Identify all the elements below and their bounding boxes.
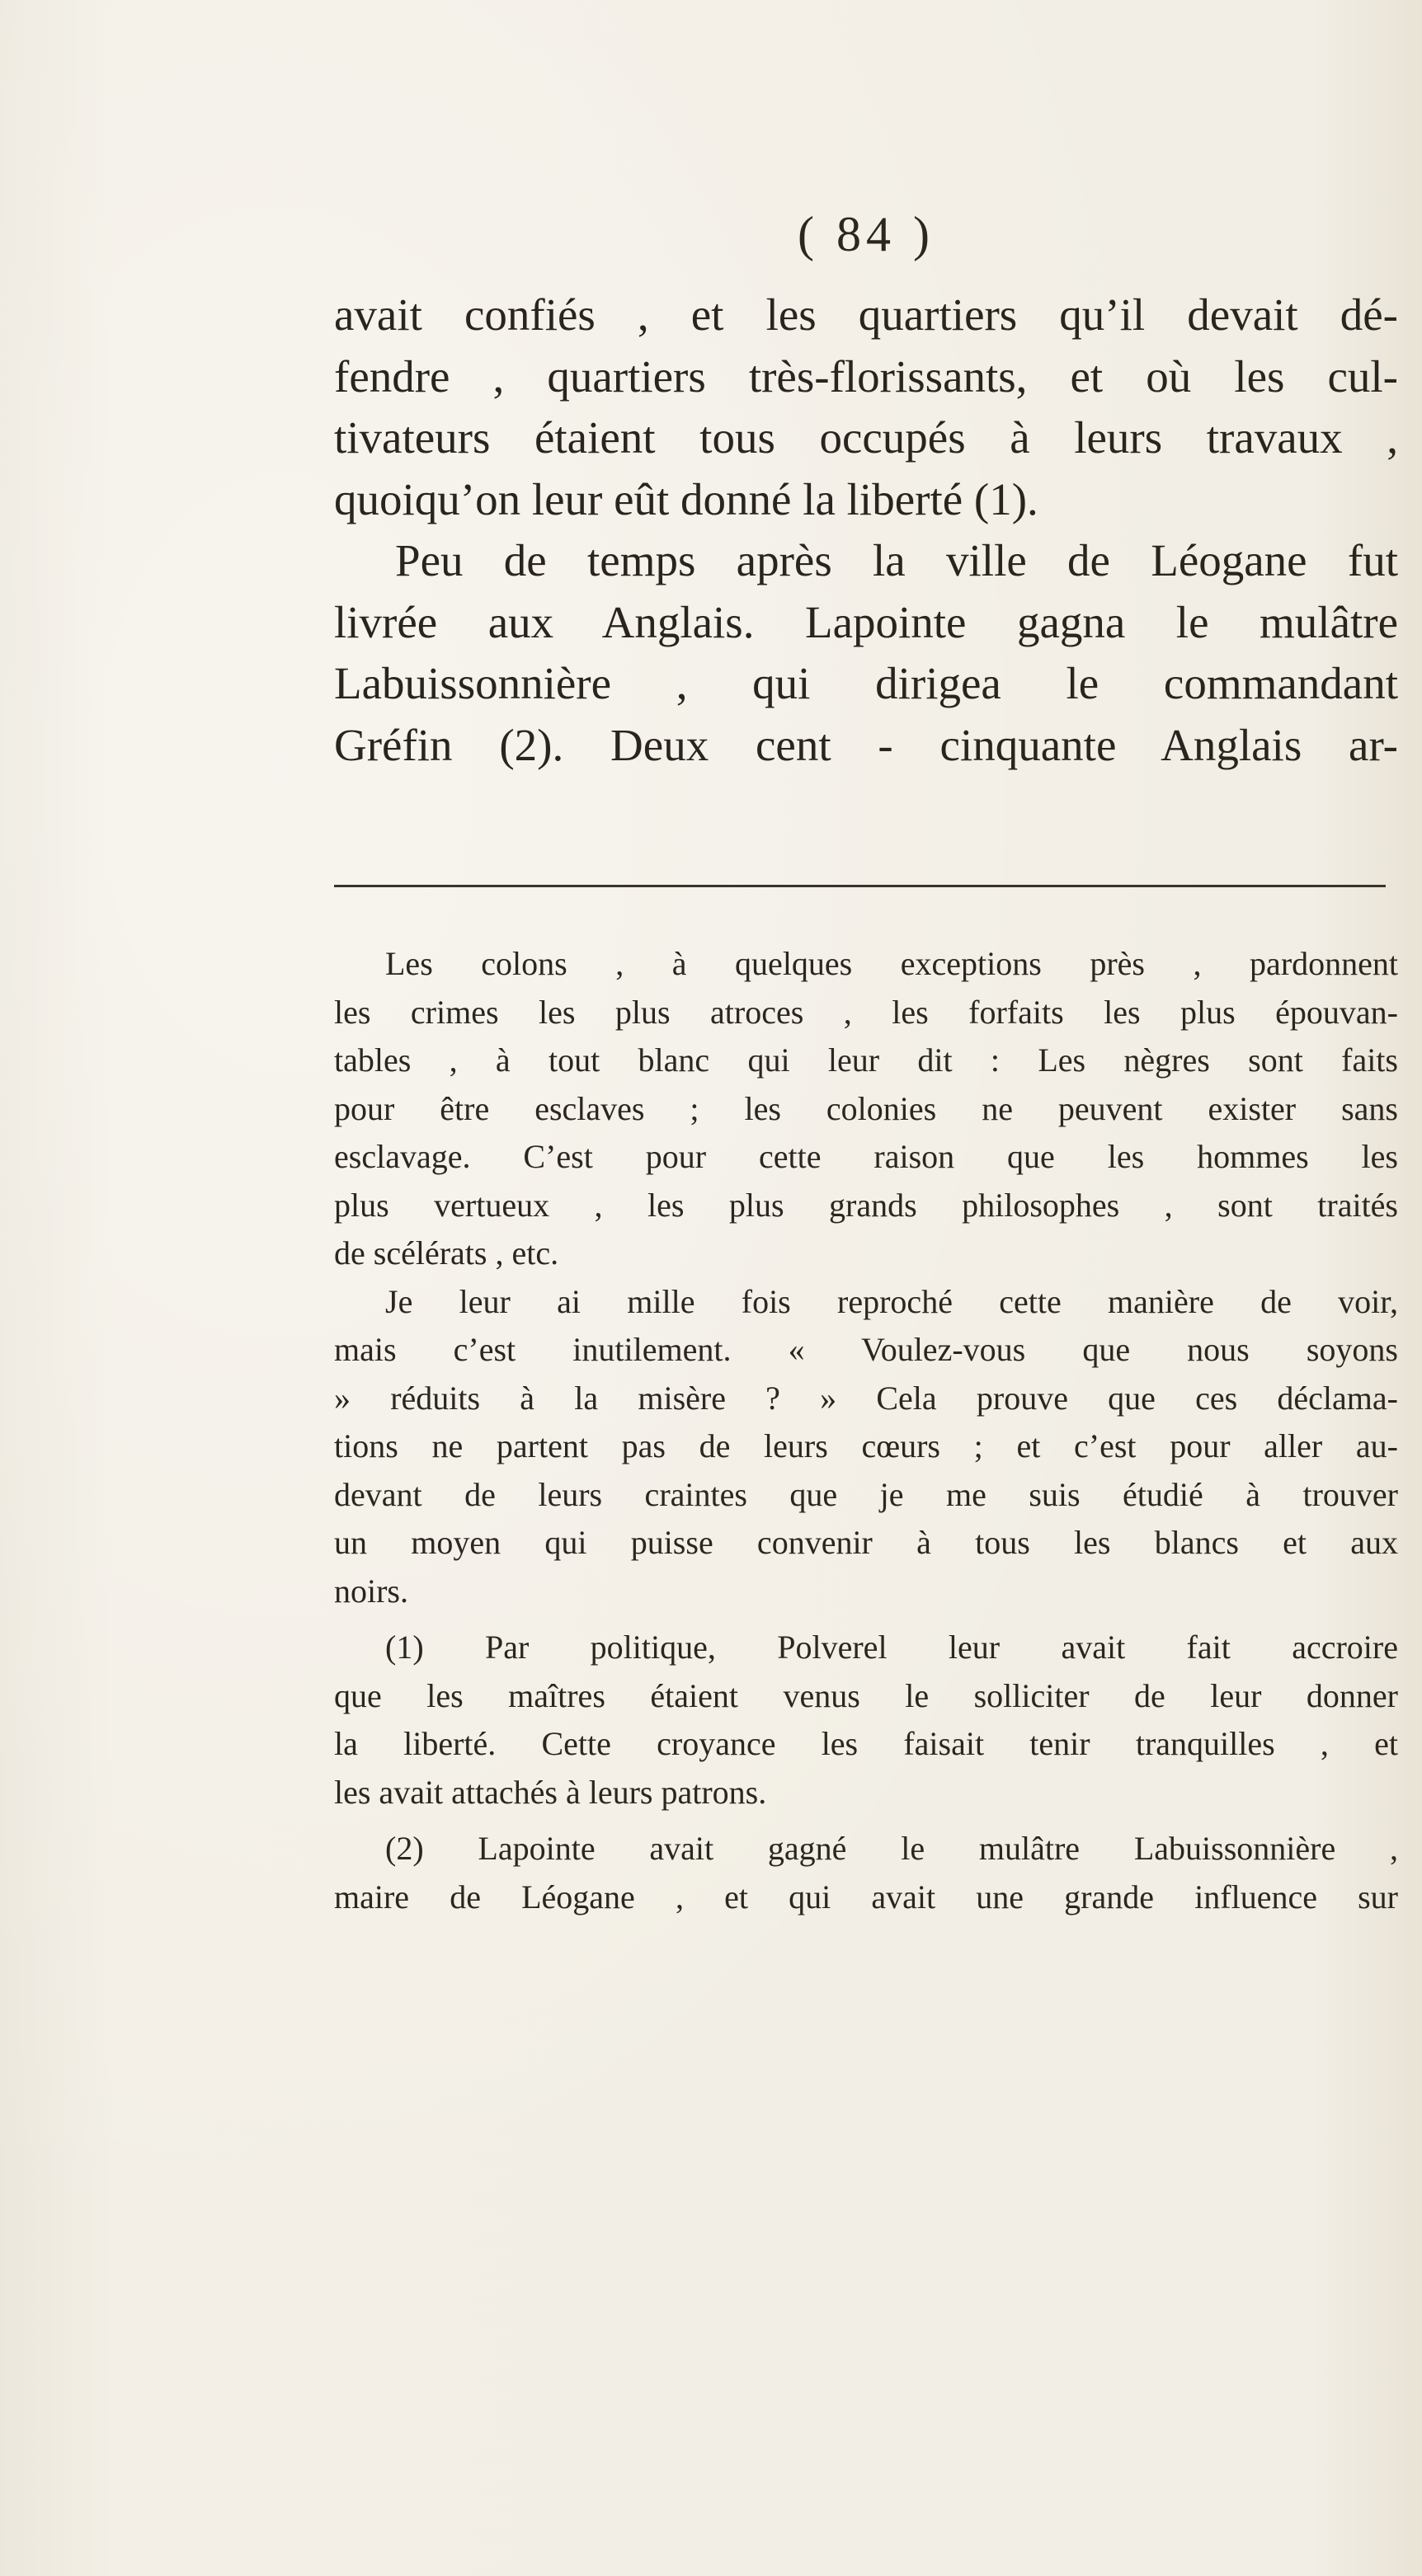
main-text-block — [334, 284, 1398, 776]
footnotes-block — [334, 940, 1398, 1921]
footnote-line: que les maîtres étaient venus le solliciter de leur donner — [334, 1676, 1398, 1714]
main-text-line: Gréfin (2). Deux cent - cinquante Anglais ar- — [334, 719, 1398, 770]
footnote-line: maire de Léogane , et qui avait une grande influence sur — [334, 1878, 1398, 1916]
footnote-line: de scélérats , etc. — [334, 1234, 559, 1272]
footnote-line: un moyen qui puisse convenir à tous les blancs et aux — [334, 1524, 1398, 1561]
main-text-line: livrée aux Anglais. Lapointe gagna le mulâtre — [334, 596, 1398, 647]
main-text-line: Labuissonnière , qui dirigea le commandant — [334, 658, 1398, 708]
footnote-line: » réduits à la misère ? » Cela prouve que ces déclama- — [334, 1379, 1398, 1417]
footnote-divider — [334, 885, 1386, 887]
main-text-line: quoiqu’on leur eût donné la liberté (1). — [334, 473, 1038, 524]
footnote-line: plus vertueux , les plus grands philosophes , sont traités — [334, 1186, 1398, 1224]
footnote-line: mais c’est inutilement. « Voulez-vous que nous soyons — [334, 1331, 1398, 1368]
footnote-line: pour être esclaves ; les colonies ne peuvent exister sans — [334, 1089, 1398, 1127]
footnote-line: tions ne partent pas de leurs cœurs ; et c’est pour aller au- — [334, 1427, 1398, 1464]
main-text-line: tivateurs étaient tous occupés à leurs travaux , — [334, 412, 1398, 463]
footnote-line: devant de leurs craintes que je me suis étudié à trouver — [334, 1475, 1398, 1513]
footnote-line: tables , à tout blanc qui leur dit : Les nègres sont faits — [334, 1041, 1398, 1079]
page-number: ( 84 ) — [798, 207, 935, 261]
footnote-line: la liberté. Cette croyance les faisait tenir tranquilles , et — [334, 1725, 1398, 1762]
footnote-line: noirs. — [334, 1572, 408, 1610]
footnote-line: les avait attachés à leurs patrons. — [334, 1773, 767, 1811]
footnote-line: (1) Par politique, Polverel leur avait fait accroire — [385, 1629, 1398, 1666]
main-text-line: avait confiés , et les quartiers qu’il devait dé- — [334, 289, 1398, 340]
footnote-line: Les colons , à quelques exceptions près , pardonnent — [385, 945, 1398, 982]
footnote-line: Je leur ai mille fois reproché cette manière de voir, — [385, 1282, 1398, 1320]
footnote-line: esclavage. C’est pour cette raison que les hommes les — [334, 1138, 1398, 1175]
footnote-line: (2) Lapointe avait gagné le mulâtre Labuissonnière , — [385, 1830, 1398, 1867]
main-text-line: Peu de temps après la ville de Léogane fut — [395, 535, 1398, 585]
footnote-line: les crimes les plus atroces , les forfaits les plus épouvan- — [334, 993, 1398, 1031]
main-text-line: fendre , quartiers très-florissants, et où les cul- — [334, 350, 1398, 402]
